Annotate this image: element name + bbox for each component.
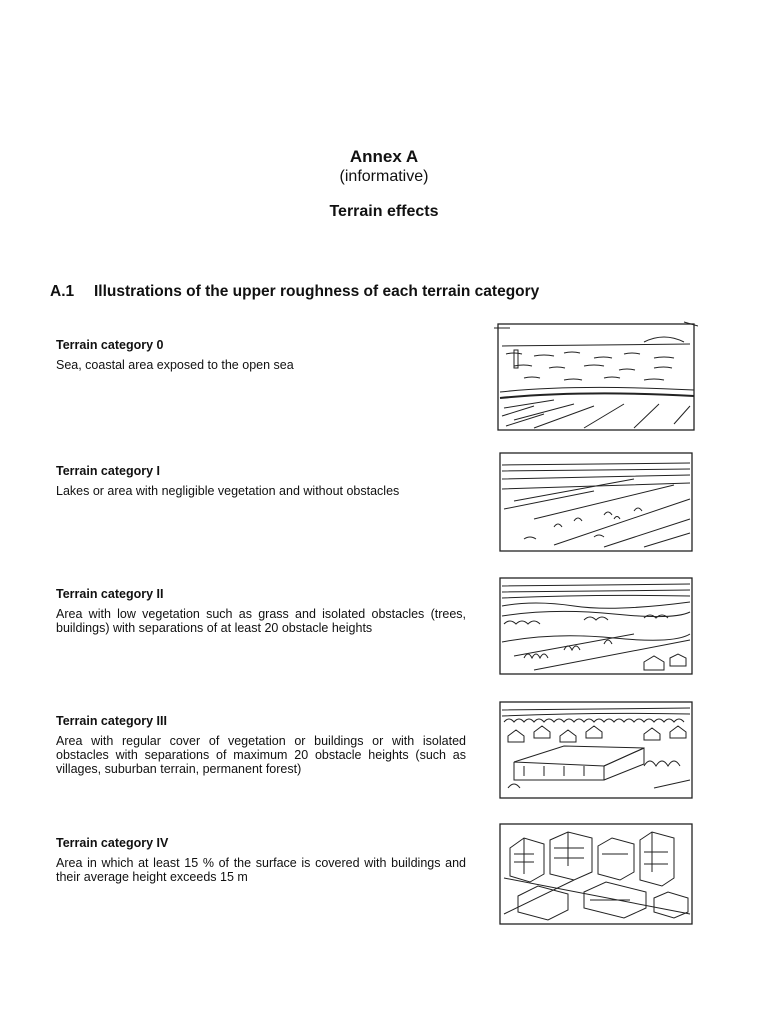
category-title: Terrain category II [56, 587, 164, 601]
terrain-category-ii-illustration [494, 572, 698, 678]
category-description: Lakes or area with negligible vegetation and without obstacles [56, 484, 400, 498]
category-description: Area with regular cover of vegetation or buildings or with isolated obstacles with separations of maximum 20 obstacle heights (such as villages, suburban terrain, permanent forest) [56, 734, 466, 776]
terrain-category-iii-illustration [494, 696, 698, 802]
annex-topic-heading: Terrain effects [329, 203, 439, 220]
annex-title: Annex A [349, 147, 419, 166]
terrain-category-i [56, 464, 466, 498]
section-title: Illustrations of the upper roughness of each terrain category [94, 283, 540, 300]
annex-subtitle: (informative) [339, 168, 429, 185]
terrain-category-iv-illustration [494, 818, 698, 930]
category-description: Sea, coastal area exposed to the open sea [56, 358, 294, 372]
terrain-category-ii [56, 587, 466, 635]
terrain-category-0-illustration [494, 320, 698, 434]
terrain-category-i-illustration [494, 449, 698, 555]
category-description: Area with low vegetation such as grass and isolated obstacles (trees, buildings) with separations of at least 20 obstacle heights [56, 607, 466, 635]
category-title: Terrain category 0 [56, 338, 164, 352]
category-title: Terrain category IV [56, 836, 169, 850]
category-title: Terrain category I [56, 464, 160, 478]
terrain-category-iii [56, 714, 466, 776]
category-title: Terrain category III [56, 714, 167, 728]
terrain-category-0 [56, 338, 466, 372]
section-heading [50, 283, 539, 301]
section-number: A.1 [50, 283, 75, 300]
category-description: Area in which at least 15 % of the surface is covered with buildings and their average height exceeds 15 m [56, 856, 466, 884]
terrain-category-iv [56, 836, 466, 884]
